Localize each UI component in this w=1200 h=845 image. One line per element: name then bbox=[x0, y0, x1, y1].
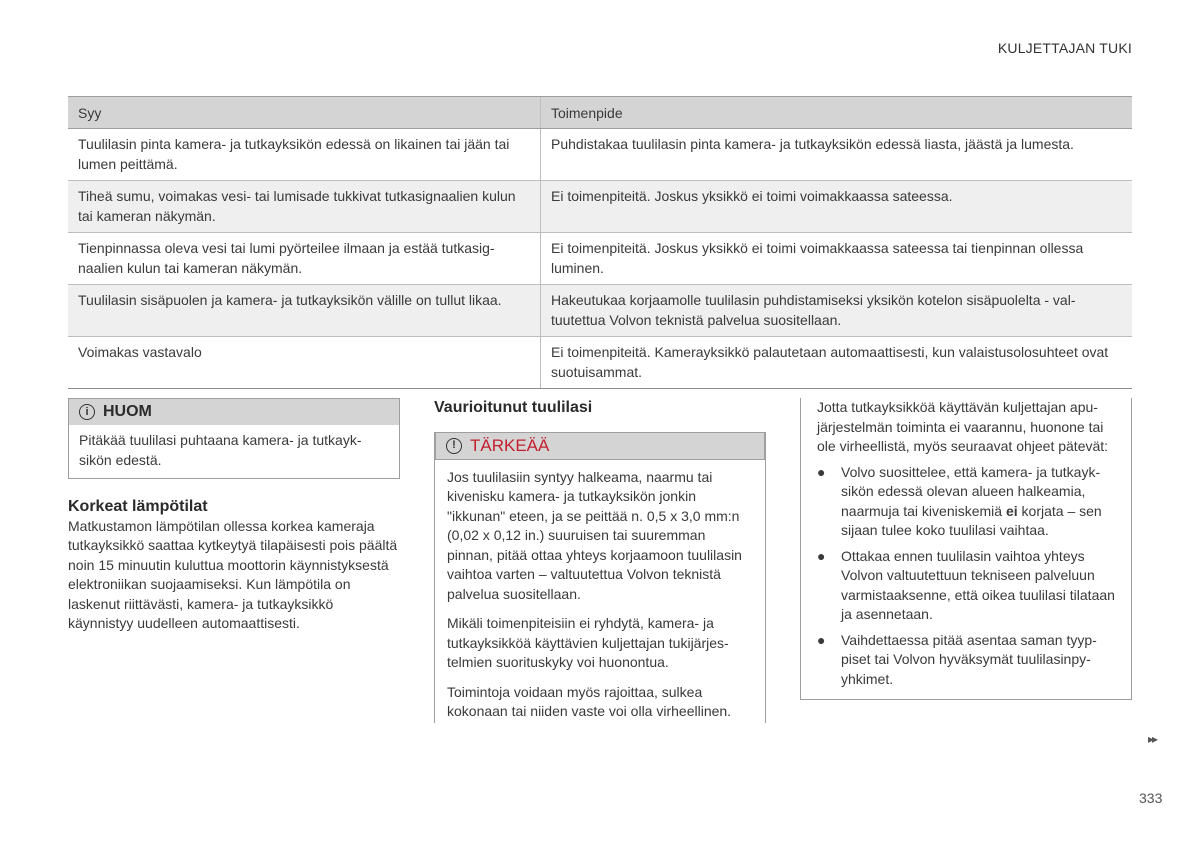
table-cell-cause: Tienpinnassa oleva vesi tai lumi pyörteilee ilmaan ja estää tutkasignaalien kulun tai kameran näkymän. bbox=[68, 233, 541, 285]
list-item bbox=[817, 547, 1119, 625]
list-item bbox=[817, 631, 1119, 690]
note-body bbox=[69, 425, 399, 478]
troubleshooting-table bbox=[68, 96, 1132, 389]
table-row bbox=[68, 233, 1132, 285]
table-cell-cause: Tiheä sumu, voimakas vesi- tai lumisade tukkivat tutkasignaalien kulun tai kameran näkymän. bbox=[68, 181, 541, 233]
important-paragraph: Jos tuulilasiin syntyy halkeama, naarmu tai kivenisku kamera- ja tutkayksikön jonkin "ikkunan" eteen, ja se peittää n. 0,5 x 3,0 mm:n (0,02 x 0,12 in.) suuruisen tai suuremman pinnan, pitää ottaa yhteys korjaamoon tuulilasin vaihtoa varten – valtuutettua Volvon teknistä palvelua suositellaan. bbox=[447, 468, 742, 602]
important-body bbox=[435, 460, 765, 730]
table-cell-action: Ei toimenpiteitä. Joskus yksikkö ei toimi voimakkaassa sateessa. bbox=[541, 181, 1133, 233]
list-item-text: Vaihdettaessa pitää asentaa saman tyyppiset tai Volvon hyväksymät tuulilasinpyyhkimet. bbox=[841, 631, 1097, 687]
table-row bbox=[68, 285, 1132, 337]
table-cell-cause: Tuulilasin pinta kamera- ja tutkayksikön edessä on likainen tai jään tai lumen peittämä. bbox=[68, 129, 541, 181]
left-column bbox=[68, 398, 400, 634]
continue-arrow-icon: ▸▸ bbox=[1148, 732, 1157, 746]
table-cell-action: Puhdistakaa tuulilasin pinta kamera- ja tutkayksikön edessä liasta, jäästä ja lumesta. bbox=[541, 129, 1133, 181]
list-item-text: Ottakaa ennen tuulilasin vaihtoa yhteys Volvon valtuutettuun tekniseen palveluun varmistaaksenne, että oikea tuulilasi tilataan ja asennetaan. bbox=[841, 547, 1115, 622]
note-box bbox=[68, 398, 400, 479]
important-paragraph: Toimintoja voidaan myös rajoittaa, sulkea kokonaan tai niiden vaste voi olla virheellinen. bbox=[447, 683, 732, 719]
list-item-text: korjata – sen sijaan tulee koko tuulilasi vaihtaa. bbox=[841, 502, 1102, 538]
page-number: 333 bbox=[1139, 790, 1163, 806]
warning-icon: ! bbox=[446, 438, 462, 454]
guideline-list bbox=[817, 463, 1119, 690]
emphasis-text: ei bbox=[1005, 502, 1018, 519]
important-label: TÄRKEÄÄ bbox=[470, 435, 550, 455]
note-header bbox=[69, 398, 399, 425]
note-text: Pitäkää tuulilasi puhtaana kamera- ja tutkayksikön edestä. bbox=[79, 432, 362, 468]
damaged-windshield-heading: Vaurioitunut tuulilasi bbox=[434, 399, 593, 416]
important-paragraph: Mikäli toimenpiteisiin ei ryhdytä, kamera- ja tutkayksikköä käyttävien kuljettajan tukijärjestelmien suorituskyky voi huonontua. bbox=[447, 615, 729, 670]
bullet-icon: ● bbox=[817, 463, 826, 480]
list-item-text: Volvo suosittelee, että kamera- ja tutkayksikön edessä olevan alueen halkeamia, naarmuja tai kiveniskemiä bbox=[841, 463, 1101, 519]
bullet-icon: ● bbox=[817, 547, 826, 564]
right-column bbox=[800, 398, 1132, 700]
important-header bbox=[435, 432, 765, 460]
table-row bbox=[68, 337, 1132, 389]
continuation-intro: Jotta tutkayksikköä käyttävän kuljettajan apujärjestelmän toiminta ei vaarannu, huonone tai ole virheellistä, myös seuraavat ohjeet pätevät: bbox=[817, 399, 1109, 454]
important-box bbox=[434, 432, 766, 723]
continuation-box bbox=[800, 398, 1132, 700]
info-icon: i bbox=[79, 404, 95, 420]
middle-column bbox=[434, 398, 766, 723]
column-header-action: Toimenpide bbox=[541, 97, 1133, 129]
list-item bbox=[817, 463, 1119, 541]
table-header-row bbox=[68, 97, 1132, 129]
bullet-icon: ● bbox=[817, 631, 826, 648]
table-cell-action: Ei toimenpiteitä. Kamerayksikkö palautetaan automaattisesti, kun valaistusolosuhteet ovat suotuisammat. bbox=[541, 337, 1133, 389]
table-cell-action: Ei toimenpiteitä. Joskus yksikkö ei toimi voimakkaassa sateessa tai tienpinnan ollessa luminen. bbox=[541, 233, 1133, 285]
column-header-cause: Syy bbox=[68, 97, 541, 129]
note-label: HUOM bbox=[103, 403, 152, 421]
section-title: KULJETTAJAN TUKI bbox=[997, 40, 1132, 56]
table-cell-cause: Voimakas vastavalo bbox=[68, 337, 541, 389]
table-cell-cause: Tuulilasin sisäpuolen ja kamera- ja tutkayksikön välille on tullut likaa. bbox=[68, 285, 541, 337]
high-temperature-heading: Korkeat lämpötilat bbox=[68, 498, 208, 515]
table-cell-action: Hakeutukaa korjaamolle tuulilasin puhdistamiseksi yksikön kotelon sisäpuolelta - valtuutettua Volvon teknistä palvelua suositellaan. bbox=[541, 285, 1133, 337]
table-row bbox=[68, 129, 1132, 181]
table-row bbox=[68, 181, 1132, 233]
high-temperature-text: Matkustamon lämpötilan ollessa korkea kameraja tutkayksikkö saattaa kytkeytyä tilapäisesti pois päältä noin 15 minuutin kuluttua moottorin käynnistyksestä elektroniikan suojaamiseksi. Kun lämpötila on laskenut riittävästi, kamera- ja tutkayksikkö käynnistyy uudelleen automaattisesti. bbox=[68, 517, 398, 631]
